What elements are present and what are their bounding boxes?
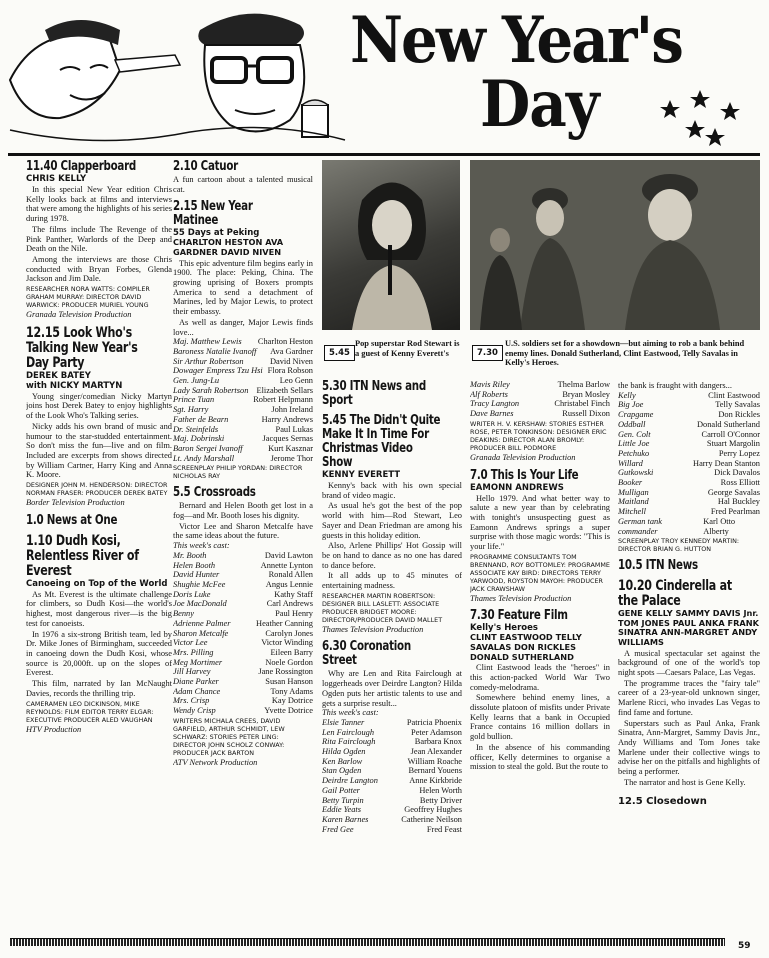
character-name: Maitland — [618, 497, 649, 507]
character-name: Diane Parker — [173, 677, 219, 687]
character-name: Gail Potter — [322, 785, 360, 795]
character-name: Karen Barnes — [322, 814, 369, 824]
character-name: Dr. Steinfelds — [173, 424, 219, 434]
actor-name: Robert Helpmann — [253, 395, 313, 405]
credits: SCREENPLAY TROY KENNEDY MARTIN: DIRECTOR BRIAN G. HUTTON — [618, 537, 740, 554]
description: This epic adventure film begins early in 1900. The place: Peking, China. The growing uprising of Boxers prompts America to send a detachment of Marines, led by Major Lewis, to protect their embassy. — [173, 258, 313, 317]
column-4 — [470, 380, 610, 930]
character-name: Deirdre Langton — [322, 776, 378, 786]
cast-row — [322, 737, 462, 747]
character-name: Baroness Natalie Ivanoff — [173, 346, 257, 356]
cast-row — [470, 399, 610, 409]
cast-row — [173, 570, 313, 580]
actor-name: Thelma Barlow — [557, 380, 610, 389]
singer-silhouette — [322, 160, 460, 330]
actor-name: Kathy Staff — [274, 589, 313, 599]
cast-row — [322, 786, 462, 796]
actor-name: Susan Hanson — [265, 677, 313, 687]
film-title: Kelly's Heroes — [470, 623, 538, 634]
cast-row — [173, 425, 313, 435]
character-name: Mulligan — [618, 487, 649, 497]
actor-name: Jerome Thor — [270, 453, 313, 463]
character-name: Mrs. Pilling — [173, 647, 214, 657]
programme-title: 12.5 Closedown — [618, 796, 707, 808]
character-name: Mrs. Crisp — [173, 696, 210, 706]
cast-row — [322, 766, 462, 776]
character-name: Big Joe — [618, 400, 644, 410]
character-name: Betty Turpin — [322, 795, 364, 805]
character-name: Fred Gee — [322, 824, 354, 834]
description: Also, Arlene Phillips' Hot Gossip will be on hand to dance as no one has dared to dance before. — [322, 541, 462, 570]
caricature-illustration — [0, 0, 350, 150]
actor-name: Carl Andrews — [266, 599, 313, 609]
character-name: Rita Fairclough — [322, 737, 376, 747]
programme-title: 1.10 Dudh Kosi, Relentless River of Everest — [26, 532, 139, 579]
star-cast: CHARLTON HESTON AVA GARDNER DAVID NIVEN — [173, 237, 284, 257]
actor-name: Heather Canning — [256, 618, 313, 628]
credits: WRITERS MICHALA CREES, DAVID GARFIELD, ARTHUR SCHMIDT, LEW SCHWARZ: STORIES PETER LING: DIRECTOR JOHN SCHOLZ CONWAY: PRODUCER JACK BARTON — [173, 716, 285, 757]
cast-row — [173, 696, 313, 706]
description: A musical spectacular set against the background of one of the world's top night spots —Caesars Palace, Las Vegas. — [618, 648, 760, 678]
character-name: Shughie McFee — [173, 579, 226, 589]
actor-name: Ronald Allen — [268, 570, 313, 580]
description: Why are Len and Rita Fairclough at loggerheads over Deirdre Langton? Hilda Ogden puts her artistic talents to use and gets a surprise result... — [322, 669, 462, 708]
programme-title: 10.5 ITN News — [618, 558, 698, 574]
programme-title: 5.45 The Didn't Quite Make It In Time For Christmas Video Show — [322, 413, 441, 470]
cast-row — [173, 454, 313, 464]
character-name: Lt. Andy Marshall — [173, 453, 235, 463]
programme-title: 1.0 News at One — [26, 512, 118, 528]
production-company: Border Television Production — [26, 498, 125, 508]
actor-name: Ross Elliott — [720, 478, 760, 488]
cast-row — [173, 357, 313, 367]
actor-name: Tony Adams — [270, 686, 313, 696]
character-name: Eddie Yeats — [322, 805, 362, 815]
production-company: Granada Television Production — [26, 310, 132, 320]
actor-name: Betty Driver — [419, 795, 462, 805]
actor-name: Jane Rossington — [258, 667, 313, 677]
actor-name: George Savalas — [707, 487, 760, 497]
cast-row — [618, 478, 760, 488]
cast-row — [173, 619, 313, 629]
character-name: Little Joe — [618, 439, 650, 449]
actor-name: Stuart Margolin — [706, 439, 760, 449]
photo-rod-stewart — [322, 160, 460, 330]
actor-name: Elizabeth Sellars — [256, 385, 313, 395]
actor-name: Hal Buckley — [717, 497, 760, 507]
character-name: Dowager Empress Tzu Hsi — [173, 366, 263, 376]
programme-title: 2.10 Catuor — [173, 160, 238, 174]
actor-name: Helen Worth — [419, 785, 462, 795]
actor-name: Anne Kirkbride — [409, 776, 462, 786]
actor-name: Kay Dotrice — [271, 696, 313, 706]
actor-name: Leo Genn — [279, 376, 313, 386]
credits: DESIGNER JOHN M. HENDERSON: DIRECTOR NORMAN FRASER: PRODUCER DEREK BATEY — [26, 481, 168, 498]
character-name: Victor Lee — [173, 638, 208, 648]
title-day: Day — [480, 66, 599, 142]
actor-name: Annette Lynton — [260, 560, 313, 570]
actor-name: Harry Andrews — [261, 414, 313, 424]
description: Nicky adds his own brand of music and humour to the star-studded entertainment. So don't miss the fun—live and on film. Included are excerpts from shows directed by William Cartner, Harry King and Anna K. Moore. — [26, 421, 172, 480]
cast-row — [173, 599, 313, 609]
cast-row — [618, 400, 760, 410]
credits: SCREENPLAY PHILIP YORDAN: DIRECTOR NICHOLAS RAY — [173, 464, 303, 481]
actor-name: Bernard Youens — [408, 766, 462, 776]
character-name: Mitchell — [618, 507, 646, 517]
column-5 — [618, 380, 760, 930]
actor-name: Paul Lukas — [275, 424, 313, 434]
character-name: Lady Sarah Robertson — [173, 385, 249, 395]
column-2 — [173, 160, 313, 930]
character-name: David Hunter — [173, 570, 220, 580]
character-name: Alf Roberts — [470, 389, 508, 399]
column-1 — [26, 160, 172, 930]
stars-decoration — [660, 80, 760, 150]
cast-row — [322, 796, 462, 806]
character-name: Len Fairclough — [322, 727, 375, 737]
cast-row — [470, 409, 610, 419]
character-name: Baron Sergei Ivanoff — [173, 443, 243, 453]
presenter: DEREK BATEY — [26, 370, 91, 381]
programme-title: 7.0 This Is Your Life — [470, 467, 579, 483]
actor-name: Clint Eastwood — [708, 390, 760, 400]
cast-row — [173, 395, 313, 405]
cast-row — [618, 507, 760, 517]
actor-name: Karl Otto Alberty — [703, 516, 736, 536]
cast-list — [173, 337, 313, 463]
character-name: Prince Tuan — [173, 395, 215, 405]
presenter: EAMONN ANDREWS — [470, 482, 564, 493]
character-name: Gen. Jung-Lu — [173, 376, 220, 386]
photo-caption: U.S. soldiers set for a showdown—but aiming to rob a bank behind enemy lines. Donald Sutherland, Clint Eastwood, Telly Savalas in Kelly's Heroes. — [505, 339, 745, 368]
character-name: Crapgame — [618, 410, 654, 420]
star-cast: CLINT EASTWOOD TELLY SAVALAS DON RICKLES DONALD SUTHERLAND — [470, 632, 582, 662]
description: As well as danger, Major Lewis finds love... — [173, 317, 313, 337]
character-name: Joe MacDonald — [173, 599, 227, 609]
character-name: Oddball — [618, 419, 646, 429]
description: Kenny's back with his own special brand of video magic. — [322, 481, 462, 500]
credits: CAMERAMEN LEO DICKINSON, MIKE REYNOLDS: FILM EDITOR TERRY ELGAR: EXECUTIVE PRODUCER ALED VAUGHAN — [26, 699, 154, 724]
photo-caption: Pop superstar Rod Stewart is a guest of Kenny Everett's — [355, 339, 460, 358]
actor-name: Telly Savalas — [715, 400, 760, 410]
character-name: Father de Bearn — [173, 414, 229, 424]
character-name: Maj. Dobrinski — [173, 434, 225, 444]
description: Somewhere behind enemy lines, a dissolute platoon of misfits under Private Kelly learns that a bank in Occupied France contains 16 million dollars in gold bullion. — [470, 693, 610, 742]
description: Among the interviews are those Chris conducted with Bryan Forbes, Glenda Jackson and Jim Dale. — [26, 254, 172, 284]
character-name: Tracy Langton — [470, 399, 520, 409]
cast-row — [173, 366, 313, 376]
character-name: Booker — [618, 478, 643, 488]
cast-row — [173, 648, 313, 658]
actor-name: Fred Pearlman — [710, 507, 760, 517]
description: Superstars such as Paul Anka, Frank Sinatra, Ann-Margret, Sammy Davis Jnr., Andy Williams and Tom Jones take Marlene under their collective wings to advise her on the pitfalls and highlights of being a performer. — [618, 718, 760, 777]
actor-name: Peter Adamson — [411, 727, 462, 737]
programme-title: 5.5 Crossroads — [173, 485, 256, 501]
cast-row — [618, 430, 760, 440]
soldiers-silhouette — [470, 160, 760, 330]
cast-row — [618, 497, 760, 507]
header-rule — [8, 153, 760, 156]
character-name: Wendy Crisp — [173, 706, 216, 716]
presenter: CHRIS KELLY — [26, 174, 87, 184]
cast-row — [322, 805, 462, 815]
cast-row — [173, 337, 313, 347]
production-company: Granada Television Production — [470, 452, 576, 462]
description: This film, narrated by Ian McNaught Davies, records the thrilling trip. — [26, 679, 172, 698]
character-name: Stan Ogden — [322, 766, 362, 776]
actor-name: Bryan Mosley — [562, 389, 610, 399]
character-name: Petchuko — [618, 448, 650, 458]
cast-row — [618, 459, 760, 469]
actor-name: Geoffrey Hughes — [404, 805, 462, 815]
character-name: Elsie Tanner — [322, 717, 365, 727]
production-company: ATV Network Production — [173, 757, 258, 767]
description: Hello 1979. And what better way to salute a new year than by celebrating with tonight's unsuspecting guest as Eamonn Andrews springs a super surprise with those magic words: "This is your life." — [470, 493, 610, 552]
character-name: Ken Barlow — [322, 756, 363, 766]
cast-list — [173, 551, 313, 716]
description: Young singer/comedian Nicky Martyn joins host Derek Batey to enjoy highlights of the Look Who's Talking series. — [26, 391, 172, 421]
programme-title: 12.15 Look Who's Talking New Year's Day Party — [26, 324, 138, 371]
description: It all adds up to 45 minutes of entertaining madness. — [322, 571, 462, 591]
photo-kellys-heroes — [470, 160, 760, 330]
cast-list — [618, 391, 760, 537]
cast-row — [322, 825, 462, 835]
cast-row — [173, 444, 313, 454]
header-banner — [0, 0, 769, 150]
character-name: Benny — [173, 609, 194, 619]
description: In the absence of his commanding officer, Kelly determines to organise a mission to steal the gold. But the route to — [470, 742, 610, 772]
cast-list — [322, 718, 462, 834]
credits: PROGRAMME CONSULTANTS TOM BRENNAND, ROY BOTTOMLEY: PROGRAMME ASSOCIATE KAY BIRD: DIRECTORS TERRY YARWOOD, ROYSTON MAYOH: PRODUCER JACK CRAWSHAW — [470, 552, 610, 593]
actor-name: Eileen Barry — [270, 647, 313, 657]
column-3 — [322, 380, 462, 930]
programme-title: 5.30 ITN News and Sport — [322, 380, 426, 408]
actor-name: Jacques Sernas — [262, 434, 313, 444]
description: Bernard and Helen Booth get lost in a fog—and Mr. Booth loses his dignity. — [173, 501, 313, 521]
description: As usual he's got the best of the pop world with him—Rod Stewart, Leo Sayer and Dean Friedman are among his guests in this holiday edition. — [322, 501, 462, 540]
programme-title: 6.30 Coronation Street — [322, 639, 411, 669]
description: the bank is fraught with dangers... — [618, 381, 732, 390]
cast-row — [173, 405, 313, 415]
description: The films include The Revenge of the Pink Panther, Warlords of the Deep and Death on the Nile. — [26, 224, 172, 254]
character-name: Mr. Booth — [173, 550, 207, 560]
cast-row — [173, 638, 313, 648]
character-name: Maj. Matthew Lewis — [173, 337, 242, 347]
actor-name: Victor Winding — [261, 638, 313, 648]
actor-name: Jean Alexander — [410, 747, 462, 757]
actor-name: Donald Sutherland — [696, 419, 760, 429]
actor-name: Charlton Heston — [257, 337, 313, 347]
actor-name: William Roache — [407, 756, 462, 766]
character-name: Mavis Riley — [470, 380, 510, 389]
time-badge: 5.45 — [324, 345, 355, 361]
cast-row — [173, 386, 313, 396]
cast-row — [173, 629, 313, 639]
actor-name: Russell Dixon — [562, 409, 610, 419]
production-company: Thames Television Production — [470, 593, 572, 603]
cast-row — [618, 488, 760, 498]
actor-name: Carolyn Jones — [265, 628, 313, 638]
programme-title: 11.40 Clapperboard — [26, 160, 137, 174]
cast-row — [173, 376, 313, 386]
actor-name: Harry Dean Stanton — [693, 458, 760, 468]
actor-name: David Niven — [269, 356, 313, 366]
cast-row — [173, 609, 313, 619]
cast-row — [322, 815, 462, 825]
star-cast: GENE KELLY SAMMY DAVIS Jnr. TOM JONES PAUL ANKA FRANK SINATRA ANN-MARGRET ANDY WILLIAMS — [618, 608, 759, 648]
description: As Mt. Everest is the ultimate challenge for climbers, so Dudh Kosi—the world's highest, most dangerous river—is the big test for canoeists. — [26, 589, 172, 628]
actor-name: Barbara Knox — [414, 737, 462, 747]
cast-row — [173, 667, 313, 677]
programme-title: 7.30 Feature Film — [470, 608, 568, 624]
cast-row — [173, 580, 313, 590]
actor-name: Flora Robson — [267, 366, 313, 376]
programme-title: 10.20 Cinderella at the Palace — [618, 578, 732, 610]
description: In 1976 a six-strong British team, led by Dr. Mike Jones of Birmingham, succeeded in canoeing down the Dudh Kosi, whose source is 20,000ft. up on the slopes of Everest. — [26, 629, 172, 678]
cast-row — [322, 776, 462, 786]
credits: RESEARCHER MARTIN ROBERTSON: DESIGNER BILL LASLETT: ASSOCIATE PRODUCER BRIDGET MOORE: DIRECTOR/PRODUCER DAVID MALLET — [322, 591, 443, 624]
production-company: HTV Production — [26, 724, 82, 734]
cast-heading: This week's cast: — [173, 541, 230, 551]
actor-name: Catherine Neilson — [401, 814, 462, 824]
presenter: KENNY EVERETT — [322, 470, 401, 480]
cast-row — [173, 551, 313, 561]
actor-name: Angus Lennie — [265, 579, 313, 589]
cast-row — [173, 706, 313, 716]
actor-name: Paul Henry — [275, 609, 313, 619]
character-name: Meg Mortimer — [173, 657, 223, 667]
actor-name: Noele Gordon — [265, 657, 313, 667]
description: A fun cartoon about a talented musical cat. — [173, 175, 313, 194]
cast-row — [618, 517, 760, 536]
character-name: Hilda Ogden — [322, 747, 366, 757]
cast-row — [470, 380, 610, 390]
production-company: Thames Television Production — [322, 624, 424, 634]
actor-name: Dick Davalos — [714, 468, 760, 478]
cast-row — [618, 410, 760, 420]
cast-row — [618, 420, 760, 430]
cast-row — [322, 757, 462, 767]
film-title: 55 Days at Peking — [173, 228, 260, 239]
cast-row — [322, 728, 462, 738]
description: The programme traces the "fairy tale" career of a 23-year-old unknown singer, Marlene Ricci, who invades Las Vegas to find fame and fortune. — [618, 678, 760, 717]
cast-row — [470, 390, 610, 400]
character-name: Kelly — [618, 390, 636, 400]
cast-row — [618, 449, 760, 459]
character-name: Sir Arthur Robertson — [173, 356, 244, 366]
subtitle: Canoeing on Top of the World — [26, 578, 168, 589]
credits: WRITER H. V. KERSHAW: STORIES ESTHER ROSE, PETER TONKINSON: DESIGNER ERIC DEAKINS: DIRECTOR ALAN BROMLY: PRODUCER BILL PODMORE — [470, 419, 607, 452]
cast-row — [173, 415, 313, 425]
description: The narrator and host is Gene Kelly. — [624, 777, 746, 787]
cast-row — [618, 439, 760, 449]
time-badge: 7.30 — [472, 345, 503, 361]
actor-name: Carroll O'Connor — [701, 429, 760, 439]
cast-row — [322, 747, 462, 757]
character-name: Gutkowski — [618, 468, 654, 478]
actor-name: Ava Gardner — [270, 346, 313, 356]
cast-row — [173, 434, 313, 444]
actor-name: Perry Lopez — [718, 448, 760, 458]
programme-title: 2.15 New Year Matinee — [173, 199, 253, 229]
actor-name: John Ireland — [271, 405, 313, 415]
character-name: Sharon Metcalfe — [173, 628, 229, 638]
actor-name: Fred Feast — [426, 824, 462, 834]
actor-name: Kurt Kasznar — [268, 443, 313, 453]
description: Clint Eastwood leads the "heroes" in this action-packed World War Two comedy-melodrama. — [470, 663, 610, 692]
character-name: Dave Barnes — [470, 409, 514, 419]
title-new-years: New Year's — [350, 2, 682, 78]
actor-name: David Lawton — [264, 550, 313, 560]
footer-bar — [10, 938, 725, 946]
character-name: Jill Harvey — [173, 667, 211, 677]
cast-row — [322, 718, 462, 728]
character-name: Doris Luke — [173, 589, 211, 599]
character-name: Sgt. Harry — [173, 405, 209, 415]
character-name: Gen. Colt — [618, 429, 651, 439]
cast-row — [173, 677, 313, 687]
character-name: Adam Chance — [173, 686, 221, 696]
character-name: German tank commander — [618, 516, 662, 536]
cast-list — [470, 380, 610, 419]
page-number: 59 — [738, 941, 751, 951]
description: Victor Lee and Sharon Metcalfe have the same ideas about the future. — [173, 521, 313, 541]
cast-heading: This week's cast: — [322, 708, 379, 718]
actor-name: Patricia Phoenix — [406, 717, 462, 727]
actor-name: Christabel Finch — [554, 399, 610, 409]
actor-name: Don Rickles — [718, 410, 760, 420]
cast-row — [173, 658, 313, 668]
guest: with NICKY MARTYN — [26, 380, 123, 391]
cast-row — [173, 590, 313, 600]
actor-name: Yvette Dotrice — [264, 706, 313, 716]
character-name: Adrienne Palmer — [173, 618, 231, 628]
character-name: Helen Booth — [173, 560, 216, 570]
cast-row — [173, 687, 313, 697]
character-name: Willard — [618, 458, 643, 468]
description: In this special New Year edition Chris Kelly looks back at films and interviews that were among the highlights of his series during 1978. — [26, 185, 172, 224]
cast-row — [173, 561, 313, 571]
credits: RESEARCHER NORA WATTS: COMPILER GRAHAM MURRAY: DIRECTOR DAVID WARWICK: PRODUCER MURIEL YOUNG — [26, 285, 150, 310]
cast-row — [618, 468, 760, 478]
cast-row — [173, 347, 313, 357]
cast-row — [618, 391, 760, 401]
